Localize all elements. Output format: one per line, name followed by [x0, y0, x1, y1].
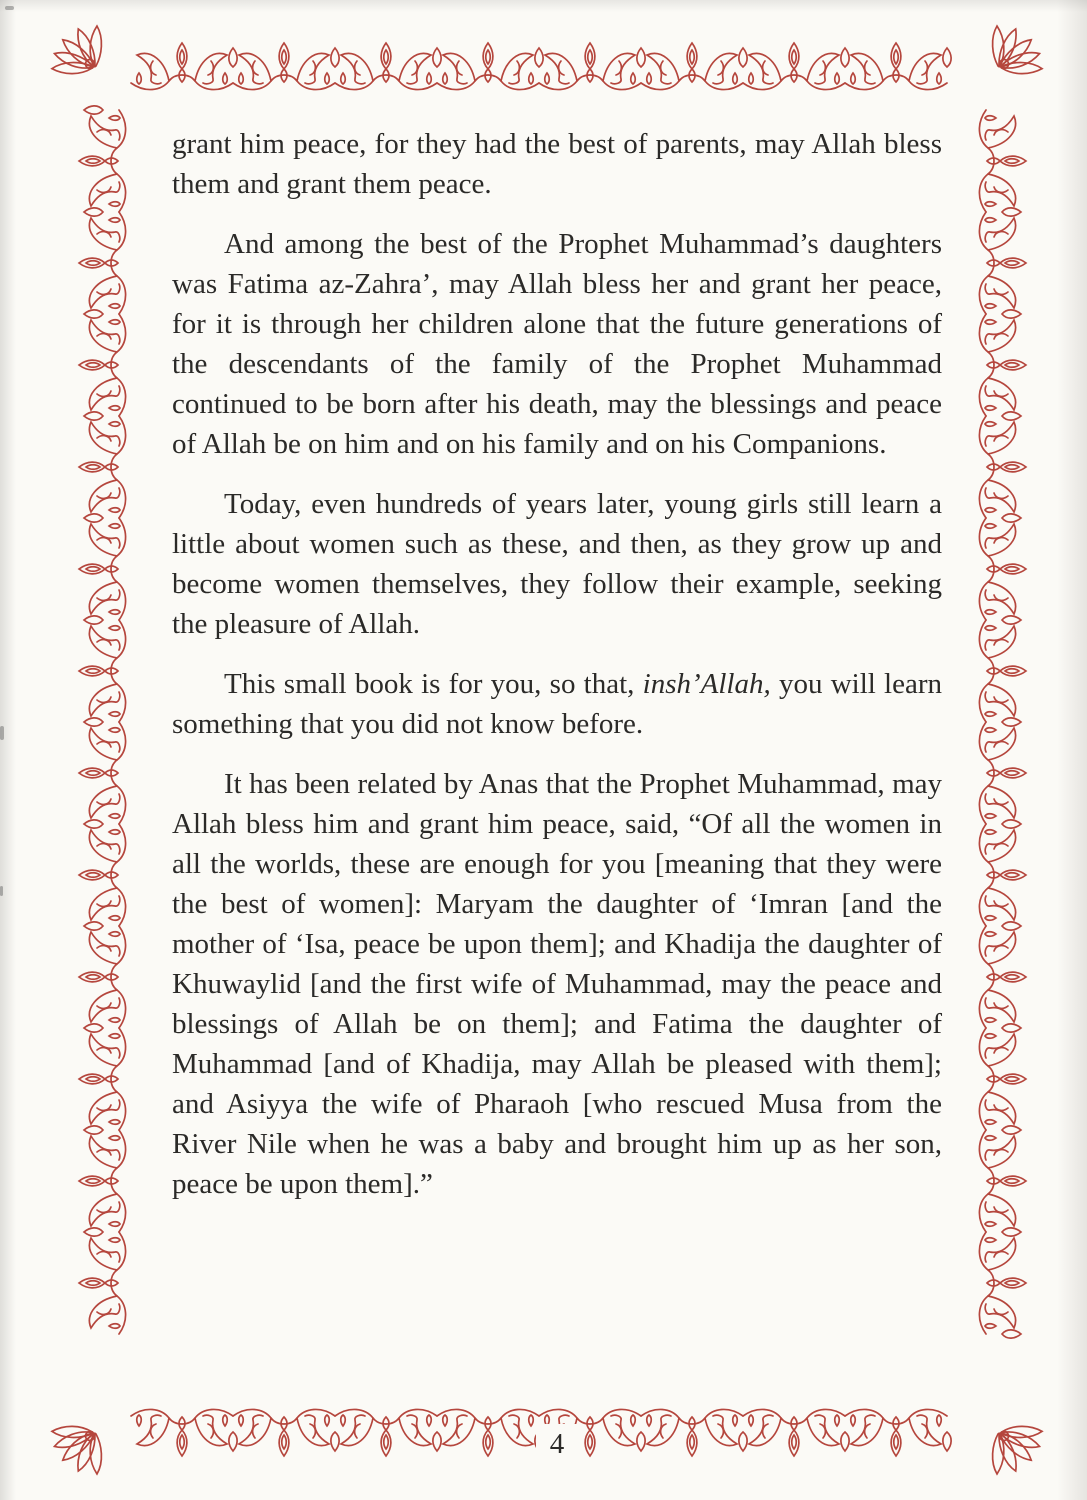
paragraph: [172, 124, 942, 204]
paragraph: [172, 224, 942, 464]
text-segment: This small book is for you, so that,: [224, 668, 643, 700]
text-segment: grant him peace, for they had the best of parents, may Allah bless them and grant them peace.: [172, 128, 942, 200]
scan-artifact: [0, 726, 4, 740]
text-segment: And among the best of the Prophet Muhammad’s daughters was Fatima az-Zahra’, may Allah bless her and grant her peace, for it is through her children alone that the future generations of the descendants of the family of the Prophet Muhammad continued to be born after his death, may the blessings and peace of Allah be on him and on his family and on his Companions.: [172, 228, 942, 460]
page-number-value: 4: [536, 1424, 579, 1464]
page-number: [172, 1424, 942, 1464]
paragraph: [172, 764, 942, 1204]
text-block: [172, 124, 942, 1204]
text-segment: Today, even hundreds of years later, young girls still learn a little about women such as these, and then, as they grow up and become women themselves, they follow their example, seeking the pleasure of Allah.: [172, 488, 942, 640]
scan-artifact: [5, 6, 14, 10]
paragraph: [172, 664, 942, 744]
italic-phrase: insh’Allah,: [642, 668, 771, 700]
text-segment: you will learn something that you did not know before.: [172, 668, 942, 740]
text-segment: It has been related by Anas that the Prophet Muhammad, may Allah bless him and grant him peace, said, “Of all the women in all the worlds, these are enough for you [meaning that they were the best of women]: Maryam the daughter of ‘Imran [and the mother of ‘Isa, peace be upon them]; and Khadija the daughter of Khuwaylid [and the first wife of Muhammad, may the peace and blessings of Allah be on them]; and Fatima the daughter of Muhammad [and of Khadija, may Allah be pleased with them]; and Asiyya the wife of Pharaoh [who rescued Musa from the River Nile when he was a baby and brought him up as her son, peace be upon them].”: [172, 768, 942, 1200]
paragraph: [172, 484, 942, 644]
scan-artifact: [0, 886, 3, 896]
